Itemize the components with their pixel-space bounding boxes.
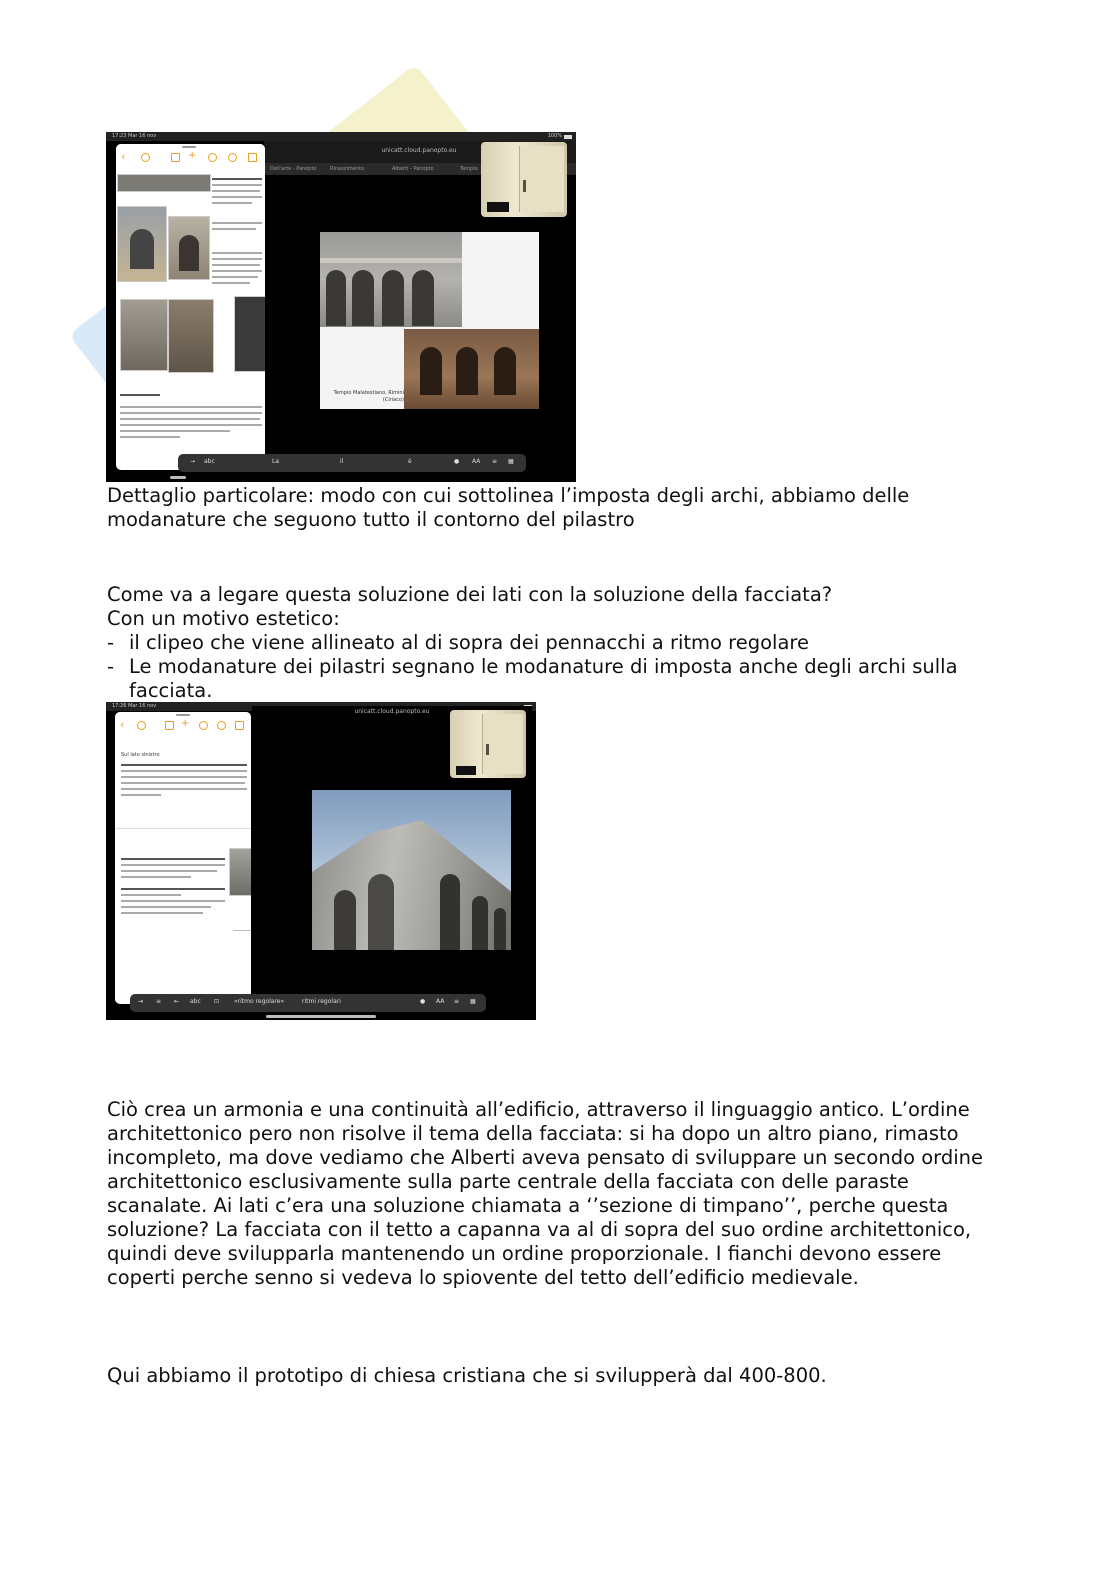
home-indicator xyxy=(266,1015,376,1018)
share-icon[interactable] xyxy=(199,721,208,730)
table-icon[interactable]: ▦ xyxy=(470,998,476,1005)
notes-toolbar xyxy=(116,144,265,170)
slide-photo-roman-ruins xyxy=(404,329,539,409)
emoji-icon[interactable] xyxy=(141,153,150,162)
notes-app-panel xyxy=(115,712,251,1004)
caption-dettaglio: Dettaglio particolare: modo con cui sottolinea l’imposta degli archi, abbiamo delle modanature che seguono tutto il contorno del pilastro xyxy=(107,484,910,531)
tab-1[interactable]: Dell'arte - Panopto xyxy=(270,166,317,172)
kb-text-size[interactable]: AA xyxy=(436,998,445,1005)
paragraph-prototipo: Qui abbiamo il prototipo di chiesa cristiana che si svilupperà dal 400-800. xyxy=(107,1364,827,1387)
url-text: unicatt.cloud.panopto.eu xyxy=(354,708,430,715)
kb-suggestion-1[interactable]: «ritmo regolare» xyxy=(234,998,285,1005)
tab-3[interactable]: Alberti - Panopto xyxy=(392,166,434,172)
kb-suggestion-1[interactable]: La xyxy=(272,458,280,465)
tab-arrow-icon[interactable]: ⇥ xyxy=(138,998,144,1005)
note-image-side xyxy=(234,296,265,372)
note-image-thumb xyxy=(229,848,251,896)
add-icon[interactable]: + xyxy=(181,718,190,729)
back-chevron-icon[interactable]: ‹ xyxy=(120,718,125,731)
tab-arrow-icon[interactable]: → xyxy=(190,458,196,465)
status-time: 17:26 Mar 16 nov xyxy=(112,703,157,709)
pen-icon[interactable] xyxy=(165,721,174,730)
kb-suggestion-2[interactable]: il xyxy=(340,458,344,465)
lecture-slide xyxy=(320,232,539,409)
compose-icon[interactable] xyxy=(235,721,244,730)
microphone-icon[interactable]: ● xyxy=(454,458,460,465)
kb-suggestion-2[interactable]: ritmi regolari xyxy=(302,998,341,1005)
drag-handle[interactable] xyxy=(176,714,190,716)
table-icon[interactable]: ▦ xyxy=(508,458,514,465)
webcam-door xyxy=(519,146,564,212)
kb-suggestion-3[interactable]: è xyxy=(408,458,412,465)
tab-4[interactable]: Tempio xyxy=(460,166,478,172)
note-divider-small xyxy=(233,930,251,931)
note-image-arch-2 xyxy=(168,216,210,280)
align-icon[interactable]: ≡ xyxy=(454,998,460,1005)
indent-icon[interactable]: ⇤ xyxy=(174,998,180,1005)
notes-app-panel xyxy=(116,144,265,470)
more-icon[interactable] xyxy=(217,721,226,730)
slide-photo-facade-arches xyxy=(320,232,462,327)
more-icon[interactable] xyxy=(228,153,237,162)
notes-toolbar xyxy=(115,712,251,738)
list-icon[interactable]: ≡ xyxy=(156,998,162,1005)
kb-abc[interactable]: abc xyxy=(190,998,201,1005)
lecture-screenshot-1 xyxy=(106,132,576,482)
note-image-arch-1 xyxy=(117,206,167,282)
paragraph-armonia: Ciò crea un armonia e una continuità all’edificio, attraverso il linguaggio antico. L’ordine architettonico pero non risolve il tema della facciata: si ha dopo un altro piano, rimasto incompleto, ma dove vediamo che Alberti aveva pensato di sviluppare un secondo ordine architettonico esclusivamente sulla parte centrale della facciata con delle paraste scanalate. Ai lati c’era una soluzione chiamata a ‘’sezione di timpano’’, perche questa soluzione? La facciata con il tetto a capanna va al di sopra del suo ordine architettonico, quindi deve svilupparla mantenendo un ordine proporzionale. I fianchi devono essere coperti perche senno si vedeva lo spiovente del tetto dell’edificio medievale. xyxy=(107,1098,983,1289)
align-icon[interactable]: ≡ xyxy=(492,458,498,465)
home-indicator xyxy=(170,476,186,479)
note-image-strip xyxy=(117,174,211,192)
compose-icon[interactable] xyxy=(248,153,257,162)
webcam-overlay xyxy=(481,142,567,217)
webcam-door-handle xyxy=(523,180,526,192)
add-icon[interactable]: + xyxy=(188,150,197,161)
bullet-item-1: - il clipeo che viene allineato al di sopra dei pennacchi a ritmo regolare xyxy=(107,631,1007,655)
share-icon[interactable] xyxy=(208,153,217,162)
webcam-device xyxy=(456,766,476,775)
keyboard-suggestion-bar xyxy=(130,994,486,1012)
note-image-capital-1 xyxy=(120,299,168,371)
bullet-list xyxy=(107,631,1007,703)
battery-icon xyxy=(564,135,572,139)
emoji-icon[interactable] xyxy=(137,721,146,730)
question-text: Come va a legare questa soluzione dei lati con la soluzione della facciata? xyxy=(107,583,833,606)
status-time: 17:23 Mar 16 nov xyxy=(112,133,157,139)
webcam-device xyxy=(487,202,509,212)
bullet-item-2: - Le modanature dei pilastri segnano le modanature di imposta anche degli archi sulla facciata. xyxy=(107,655,1007,703)
drag-handle[interactable] xyxy=(182,146,196,148)
list-intro: Con un motivo estetico: xyxy=(107,607,340,630)
kb-text-size[interactable]: AA xyxy=(472,458,481,465)
status-battery: 100% xyxy=(547,133,562,139)
note-image-capital-2 xyxy=(168,299,214,373)
slide-caption: Tempio Malatestiano, Rimini (Ciriaco) xyxy=(333,390,404,403)
ipad-status-bar xyxy=(106,132,576,141)
note-heading: Sul lato sinistro xyxy=(121,752,160,758)
microphone-icon[interactable]: ● xyxy=(420,998,426,1005)
back-chevron-icon[interactable]: ‹ xyxy=(121,150,126,163)
note-divider xyxy=(115,828,251,829)
url-text: unicatt.cloud.panopto.eu xyxy=(381,147,457,154)
webcam-door-handle xyxy=(486,744,489,755)
webcam-overlay xyxy=(450,710,526,778)
pen-icon[interactable] xyxy=(171,153,180,162)
kb-abc[interactable]: abc xyxy=(204,458,215,465)
tab-2[interactable]: Rinascimento xyxy=(330,166,364,172)
keyboard-suggestion-bar xyxy=(178,454,526,472)
slide-photo-church xyxy=(312,790,511,950)
lecture-screenshot-2 xyxy=(106,702,536,1020)
format-icon[interactable]: ⊡ xyxy=(214,998,220,1005)
